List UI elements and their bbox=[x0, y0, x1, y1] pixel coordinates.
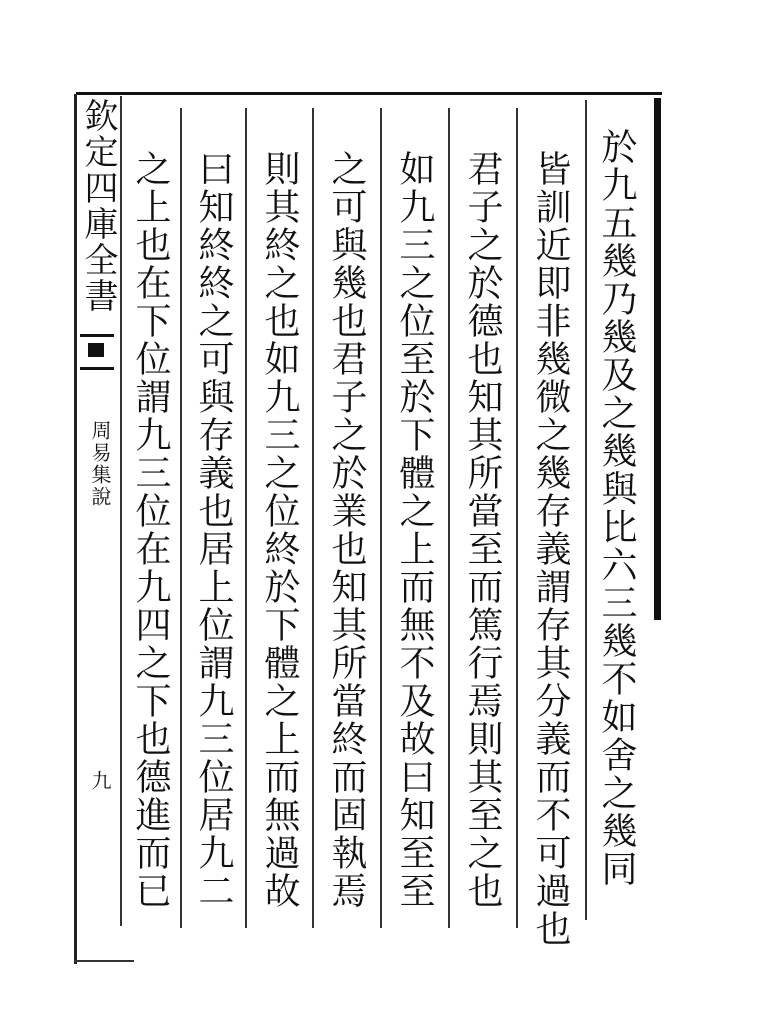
frame-bottom-border bbox=[74, 960, 134, 962]
column-rule bbox=[448, 108, 450, 928]
book-title: 欽定四庫全書 bbox=[78, 98, 118, 314]
fishtail-mark bbox=[80, 334, 114, 370]
page-number: 九 bbox=[88, 770, 112, 790]
column-rule bbox=[312, 108, 314, 928]
text-column-5: 之可與幾也君子之於業也知其所當終而固執焉 bbox=[326, 150, 367, 910]
column-rule bbox=[180, 108, 182, 928]
text-column-8: 之上也在下位謂九三位在九四之下也德進而已 bbox=[130, 150, 171, 910]
frame-right-border bbox=[654, 98, 661, 620]
text-column-6: 則其終之也如九三之位終於下體之上而無過故 bbox=[259, 150, 300, 910]
column-rule bbox=[380, 108, 382, 928]
text-column-1: 於九五幾乃幾及之幾與比六三幾不如舍之幾同 bbox=[596, 128, 637, 888]
section-title: 周易集說 bbox=[88, 420, 112, 508]
text-column-2: 皆訓近即非幾微之幾存義謂存其分義而不可過也 bbox=[530, 150, 571, 948]
column-rule bbox=[585, 100, 587, 920]
text-column-3: 君子之於德也知其所當至而篤行焉則其至之也 bbox=[462, 150, 503, 910]
frame-top-border bbox=[76, 92, 662, 95]
text-column-4: 如九三之位至於下體之上而無不及故曰知至至 bbox=[394, 150, 435, 910]
column-rule bbox=[120, 96, 122, 926]
text-column-7: 曰知終終之可與存義也居上位謂九三位居九二 bbox=[193, 150, 234, 910]
column-rule bbox=[245, 108, 247, 928]
frame-left-border bbox=[74, 94, 77, 964]
column-rule bbox=[516, 108, 518, 928]
